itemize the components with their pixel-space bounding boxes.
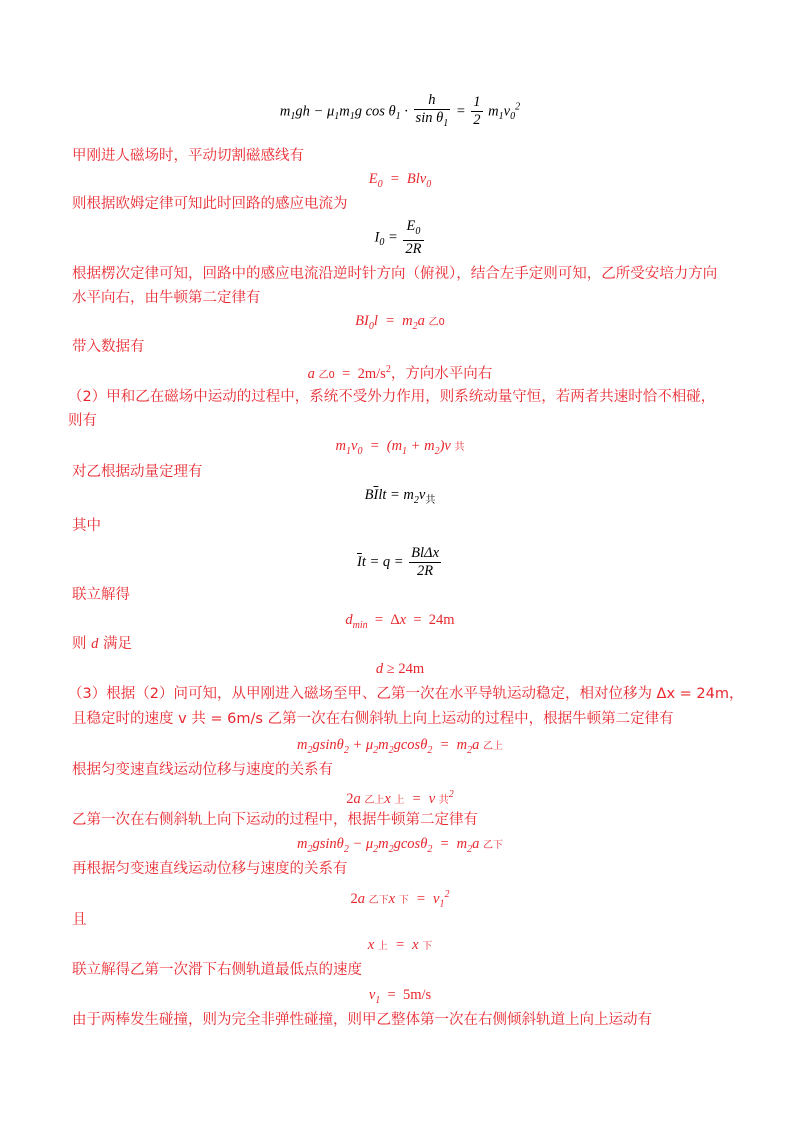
equation-momentum: $m_1v_0 = (m_1 + m_2)v$ 共 (335, 438, 465, 457)
equation-kinematics-down: 2a 乙下x 下 = $v_1^2$ (350, 889, 450, 910)
equation-kinematics-up: 2a 乙上x 上 = v 共$^2$ (346, 789, 454, 807)
text-paragraph: 根据楞次定律可知，回路中的感应电流沿逆时针方向（俯视），结合左手定则可知，乙所受安培力方向水平向右，由牛顿第二定律有 (72, 266, 718, 306)
equation-displacement: x 上 = x 下 (367, 937, 433, 953)
equation-d-condition: d ≥ 24m (375, 661, 425, 677)
equation-charge: $\overline{I}t = q$ = $\frac{\text{BlΔx}}{2R}$ (356, 545, 440, 579)
text-paragraph: （2）甲和乙在磁场中运动的过程中，系统不受外力作用，则系统动量守恒，若两者共速时恰不相碰，则有 (68, 389, 716, 429)
text-line: 联立解得乙第一次滑下右侧轨道最低点的速度 (72, 962, 362, 978)
equation-emf: $E_0 = Blv_0$ (368, 171, 432, 190)
equation-impulse: $B\overline{I}lt = m_2v_共$ (364, 487, 436, 506)
equation-energy: $m_1gh - \mu_1m_1g$ $\cos \theta_1$ · $\frac{h}{\sin \theta_1}$ = $\frac{1}{2}$ $m_1v_0^2$ (279, 92, 521, 129)
text-line: 甲刚进人磁场时，平动切割磁感线有 (72, 148, 304, 164)
text-line: 对乙根据动量定理有 (72, 464, 203, 480)
text-line: 由于两棒发生碰撞，则为完全非弹性碰撞，则甲乙整体第一次在右侧倾斜轨道上向上运动有 (72, 1012, 652, 1028)
equation-incline-down: $m_2gsin\theta_2 - \mu_2m_2gcos\theta_2 = m_2a$ 乙下 (297, 836, 503, 855)
equation-current: $I_0$ = $\frac{E_0}{2R}$ (374, 218, 422, 257)
text-line: 且 (72, 912, 87, 928)
text-line: 且稳定时的速度 v 共 = 6m/s 乙第一次在右侧斜轨上向上运动的过程中，根据牛顿第二定律有 (72, 711, 674, 727)
text-line: 根据匀变速直线运动位移与速度的关系有 (72, 762, 333, 778)
equation-incline-up: $m_2gsin\theta_2 + \mu_2m_2gcos\theta_2 = m_2a$ 乙上 (297, 737, 503, 756)
equation-dmin: $d_{min} = \Delta x = 24m$ (345, 612, 455, 631)
text-line: 联立解得 (72, 587, 130, 603)
text-line: 则 d 满足 (72, 636, 132, 652)
equation-velocity: $v_1 = 5m/s$ (368, 987, 432, 1006)
text-line: 其中 (72, 518, 101, 534)
text-line: 再根据匀变速直线运动位移与速度的关系有 (72, 861, 348, 877)
equation-acceleration: a 乙$0 = 2m/s^2$，方向水平向右 (307, 364, 493, 382)
text-line: 乙第一次在右侧斜轨上向下运动的过程中，根据牛顿第二定律有 (72, 812, 478, 828)
text-line: 带入数据有 (72, 339, 145, 355)
text-line: （3）根据（2）问可知，从甲刚进入磁场至甲、乙第一次在水平导轨运动稳定，相对位移为 Δx = 24m， (68, 686, 744, 702)
text-line: 则根据欧姆定律可知此时回路的感应电流为 (72, 196, 348, 212)
equation-newton: $BI_0l = m_2a$ 乙0 (355, 313, 445, 332)
